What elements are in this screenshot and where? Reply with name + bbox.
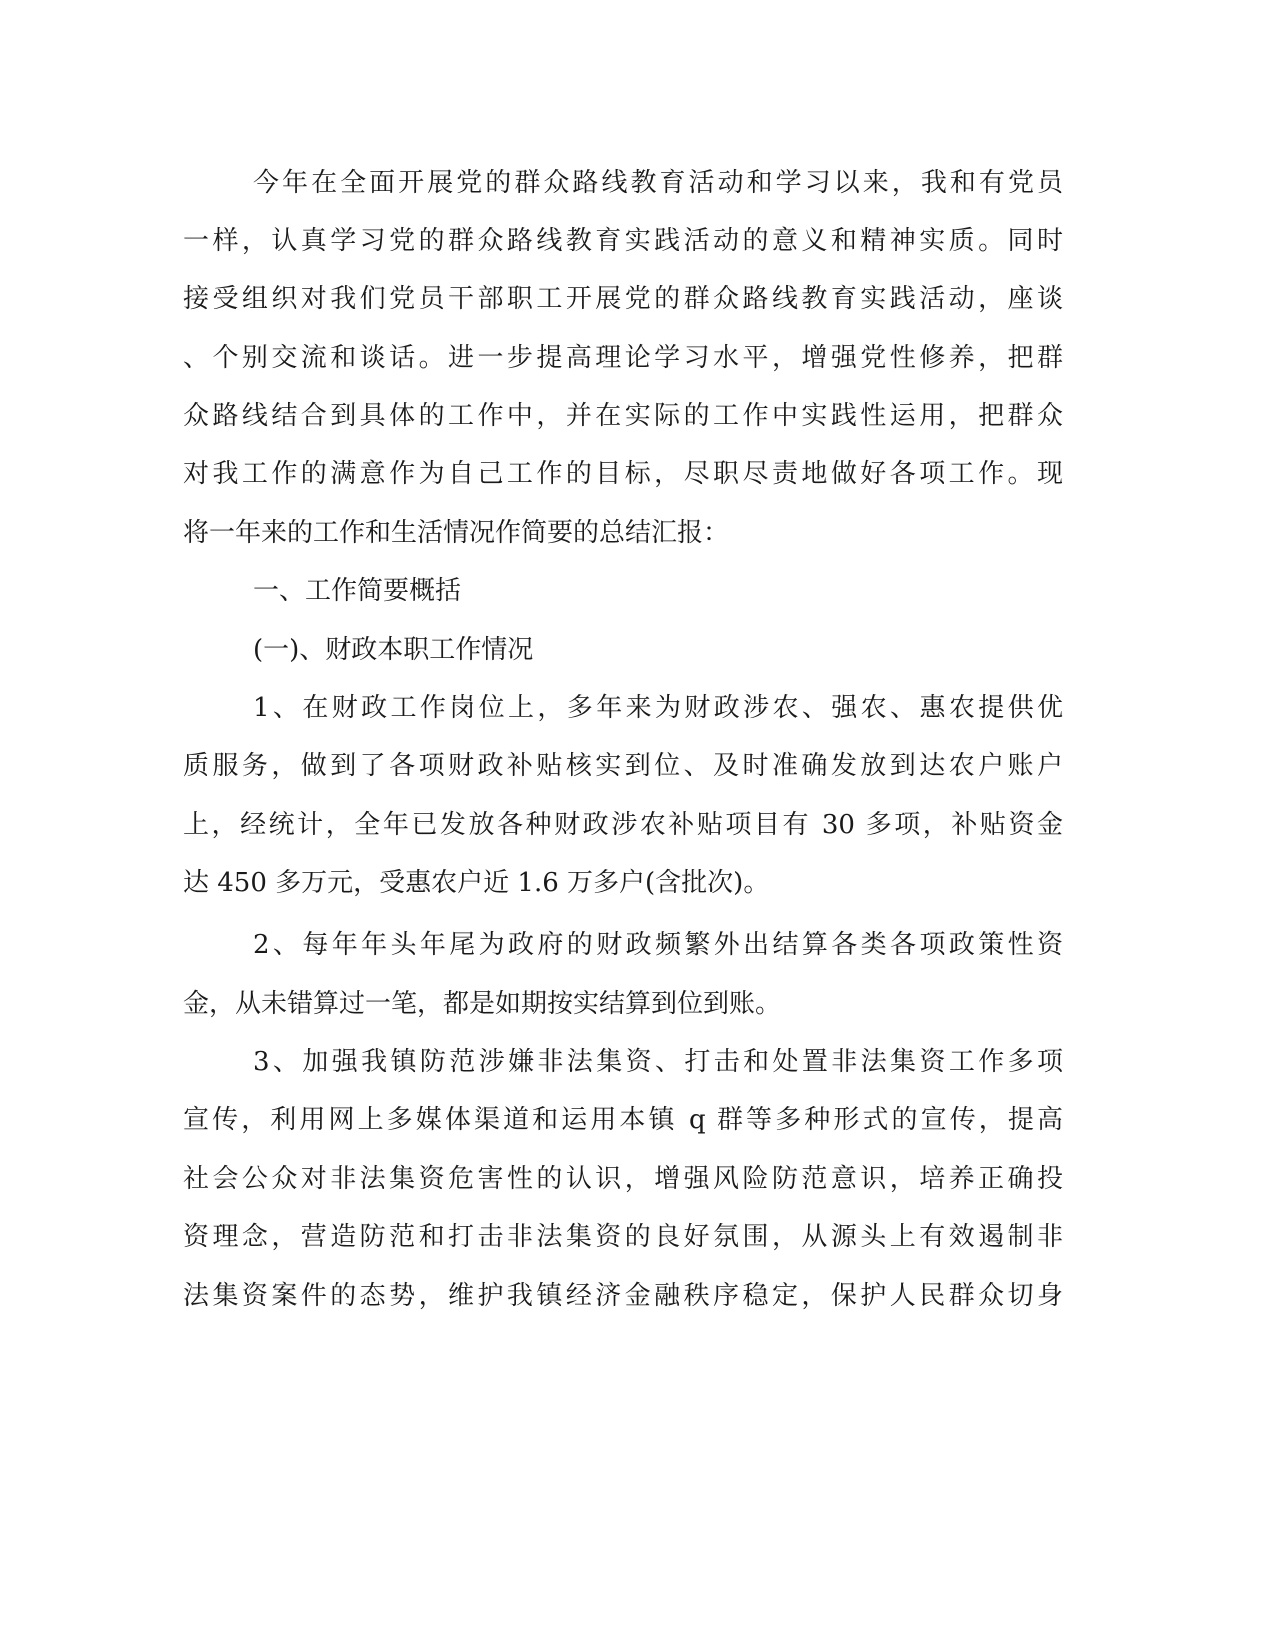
paragraph-1-line-5: 众路线结合到具体的工作中，并在实际的工作中实践性运用，把群众 [183, 401, 1063, 431]
paragraph-1-line-4: 、个别交流和谈话。进一步提高理论学习水平，增强党性修养，把群 [183, 343, 1063, 373]
item-2-line-1: 2、每年年头年尾为政府的财政频繁外出结算各类各项政策性资 [253, 930, 1063, 960]
item-3-line-3: 社会公众对非法集资危害性的认识，增强风险防范意识，培养正确投 [183, 1164, 1063, 1194]
item-1-line-1: 1、在财政工作岗位上，多年来为财政涉农、强农、惠农提供优 [253, 693, 1063, 723]
item-1-line-3: 上，经统计，全年已发放各种财政涉农补贴项目有 30 多项，补贴资金 [183, 810, 1063, 840]
item-1-line-4: 达 450 多万元，受惠农户近 1.6 万多户(含批次)。 [183, 868, 770, 898]
item-1-line-2: 质服务，做到了各项财政补贴核实到位、及时准确发放到达农户账户 [183, 751, 1063, 781]
item-3-line-2: 宣传，利用网上多媒体渠道和运用本镇 q 群等多种形式的宣传，提高 [183, 1105, 1063, 1135]
item-3-line-5: 法集资案件的态势，维护我镇经济金融秩序稳定，保护人民群众切身 [183, 1281, 1063, 1311]
item-2-line-2: 金，从未错算过一笔，都是如期按实结算到位到账。 [183, 989, 782, 1019]
subsection-heading: (一)、财政本职工作情况 [253, 635, 534, 665]
paragraph-1-line-1: 今年在全面开展党的群众路线教育活动和学习以来，我和有党员 [253, 168, 1063, 198]
item-3-line-4: 资理念，营造防范和打击非法集资的良好氛围，从源头上有效遏制非 [183, 1222, 1063, 1252]
section-heading: 一、工作简要概括 [253, 576, 462, 606]
paragraph-1-line-3: 接受组织对我们党员干部职工开展党的群众路线教育实践活动，座谈 [183, 284, 1063, 314]
paragraph-1-line-7: 将一年来的工作和生活情况作简要的总结汇报： [183, 518, 730, 548]
paragraph-1-line-6: 对我工作的满意作为自己工作的目标，尽职尽责地做好各项工作。现 [183, 459, 1063, 489]
item-3-line-1: 3、加强我镇防范涉嫌非法集资、打击和处置非法集资工作多项 [253, 1047, 1063, 1077]
paragraph-1-line-2: 一样，认真学习党的群众路线教育实践活动的意义和精神实质。同时 [183, 226, 1063, 256]
